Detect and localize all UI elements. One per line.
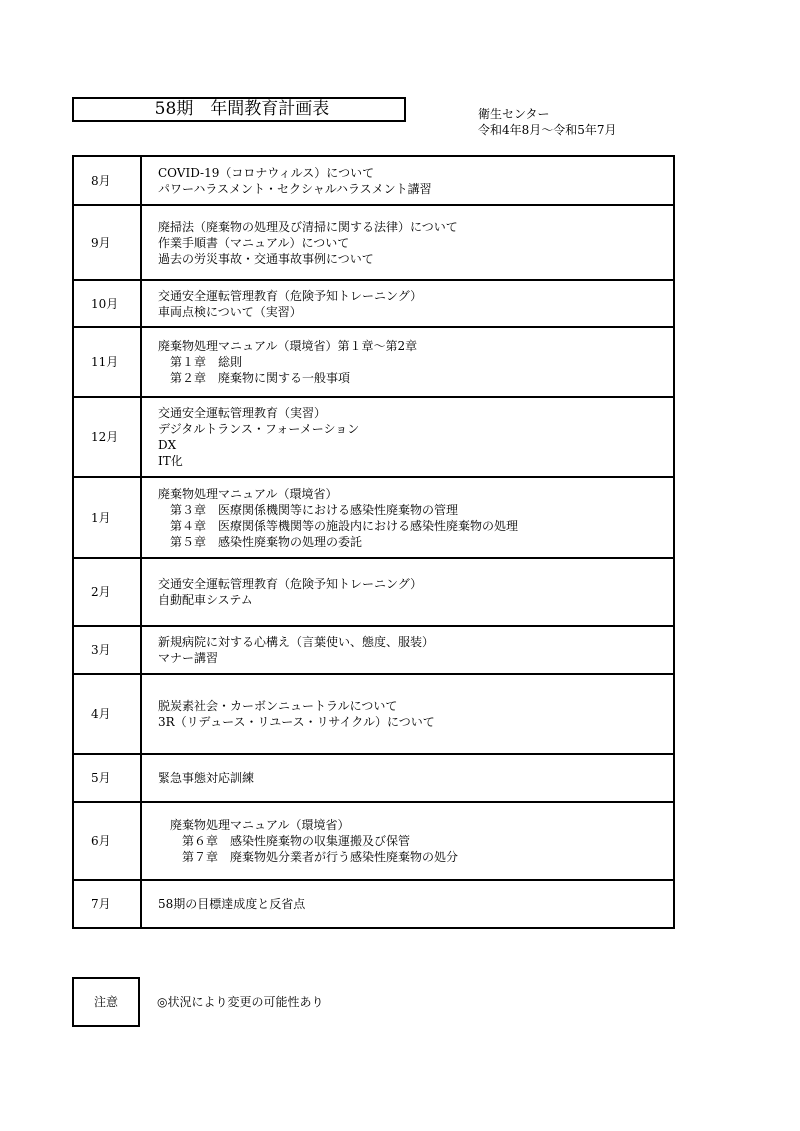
table-row — [73, 280, 674, 327]
content-line: 第３章 医療関係機関等における感染性廃棄物の管理 — [158, 502, 459, 517]
content-line: 第６章 感染性廃棄物の収集運搬及び保管 — [158, 834, 411, 848]
content-line: 脱炭素社会・カーボンニュートラルについて — [158, 699, 398, 713]
table-row — [73, 477, 674, 558]
content-line: 廃掃法（廃棄物の処理及び清掃に関する法律）について — [158, 219, 458, 234]
month-cell: 4月 — [73, 674, 141, 754]
table-row — [73, 674, 674, 754]
note-text: ◎状況により変更の可能性あり — [157, 995, 324, 1009]
table-row — [73, 880, 674, 928]
content-cell — [141, 156, 674, 205]
content-line: 自動配車システム — [158, 593, 253, 607]
content-cell — [141, 626, 674, 674]
month-cell: 12月 — [73, 397, 141, 477]
month-cell: 1月 — [73, 477, 141, 558]
content-line: 第２章 廃棄物に関する一般事項 — [158, 371, 351, 385]
content-cell — [141, 674, 674, 754]
month-cell: 6月 — [73, 802, 141, 880]
table-row — [73, 205, 674, 280]
table-row — [73, 754, 674, 802]
content-line: 第４章 医療関係等機関等の施設内における感染性廃棄物の処理 — [158, 518, 519, 533]
month-cell: 9月 — [73, 205, 141, 280]
content-line: 新規病院に対する心構え（言葉使い、態度、服装） — [158, 635, 435, 649]
content-line: DX — [158, 438, 177, 452]
education-plan-table — [72, 155, 675, 929]
table-row — [73, 397, 674, 477]
content-line: デジタルトランス・フォーメーション — [158, 422, 360, 436]
month-cell: 7月 — [73, 880, 141, 928]
content-line: 第１章 総則 — [158, 355, 243, 369]
content-line: 廃棄物処理マニュアル（環境省） — [158, 818, 350, 832]
content-cell — [141, 397, 674, 477]
month-cell: 10月 — [73, 280, 141, 327]
content-line: COVID-19（コロナウィルス）について — [158, 165, 375, 180]
content-line: 交通安全運転管理教育（実習） — [158, 406, 327, 420]
content-line: 第７章 廃棄物処分業者が行う感染性廃棄物の処分 — [158, 850, 459, 864]
content-line: 車両点検について（実習） — [158, 304, 302, 319]
content-line: 作業手順書（マニュアル）について — [158, 235, 350, 250]
content-cell — [141, 205, 674, 280]
content-line: 第５章 感染性廃棄物の処理の委託 — [158, 534, 363, 549]
month-cell: 3月 — [73, 626, 141, 674]
content-line: 廃棄物処理マニュアル（環境省） — [158, 486, 338, 501]
content-line: 3R（リデュース・リユース・リサイクル）について — [158, 715, 435, 729]
table-row — [73, 156, 674, 205]
content-line: 交通安全運転管理教育（危険予知トレーニング） — [158, 577, 423, 591]
month-cell: 11月 — [73, 327, 141, 397]
content-line: パワーハラスメント・セクシャルハラスメント講習 — [158, 181, 432, 196]
content-cell — [141, 754, 674, 802]
content-line: 廃棄物処理マニュアル（環境省）第１章～第2章 — [158, 339, 418, 353]
content-cell — [141, 327, 674, 397]
month-cell: 2月 — [73, 558, 141, 626]
organization-info — [478, 106, 617, 138]
organization-name: 衛生センター — [478, 107, 550, 121]
plan-period: 令和4年8月～令和5年7月 — [478, 123, 617, 137]
table-row — [73, 327, 674, 397]
content-cell — [141, 280, 674, 327]
table-row — [73, 626, 674, 674]
content-cell — [141, 802, 674, 880]
table-row — [73, 558, 674, 626]
table-row — [73, 802, 674, 880]
content-line: 過去の労災事故・交通事故事例について — [158, 251, 374, 266]
page-title: 58期 年間教育計画表 — [72, 97, 406, 122]
content-cell — [141, 558, 674, 626]
month-cell: 8月 — [73, 156, 141, 205]
note-label: 注意 — [72, 977, 140, 1027]
content-line: マナー講習 — [158, 651, 219, 665]
content-line: IT化 — [158, 454, 183, 468]
content-line: 交通安全運転管理教育（危険予知トレーニング） — [158, 288, 423, 303]
month-cell: 5月 — [73, 754, 141, 802]
content-cell — [141, 477, 674, 558]
content-line: 58期の目標達成度と反省点 — [158, 897, 306, 911]
content-cell — [141, 880, 674, 928]
content-line: 緊急事態対応訓練 — [158, 771, 255, 785]
